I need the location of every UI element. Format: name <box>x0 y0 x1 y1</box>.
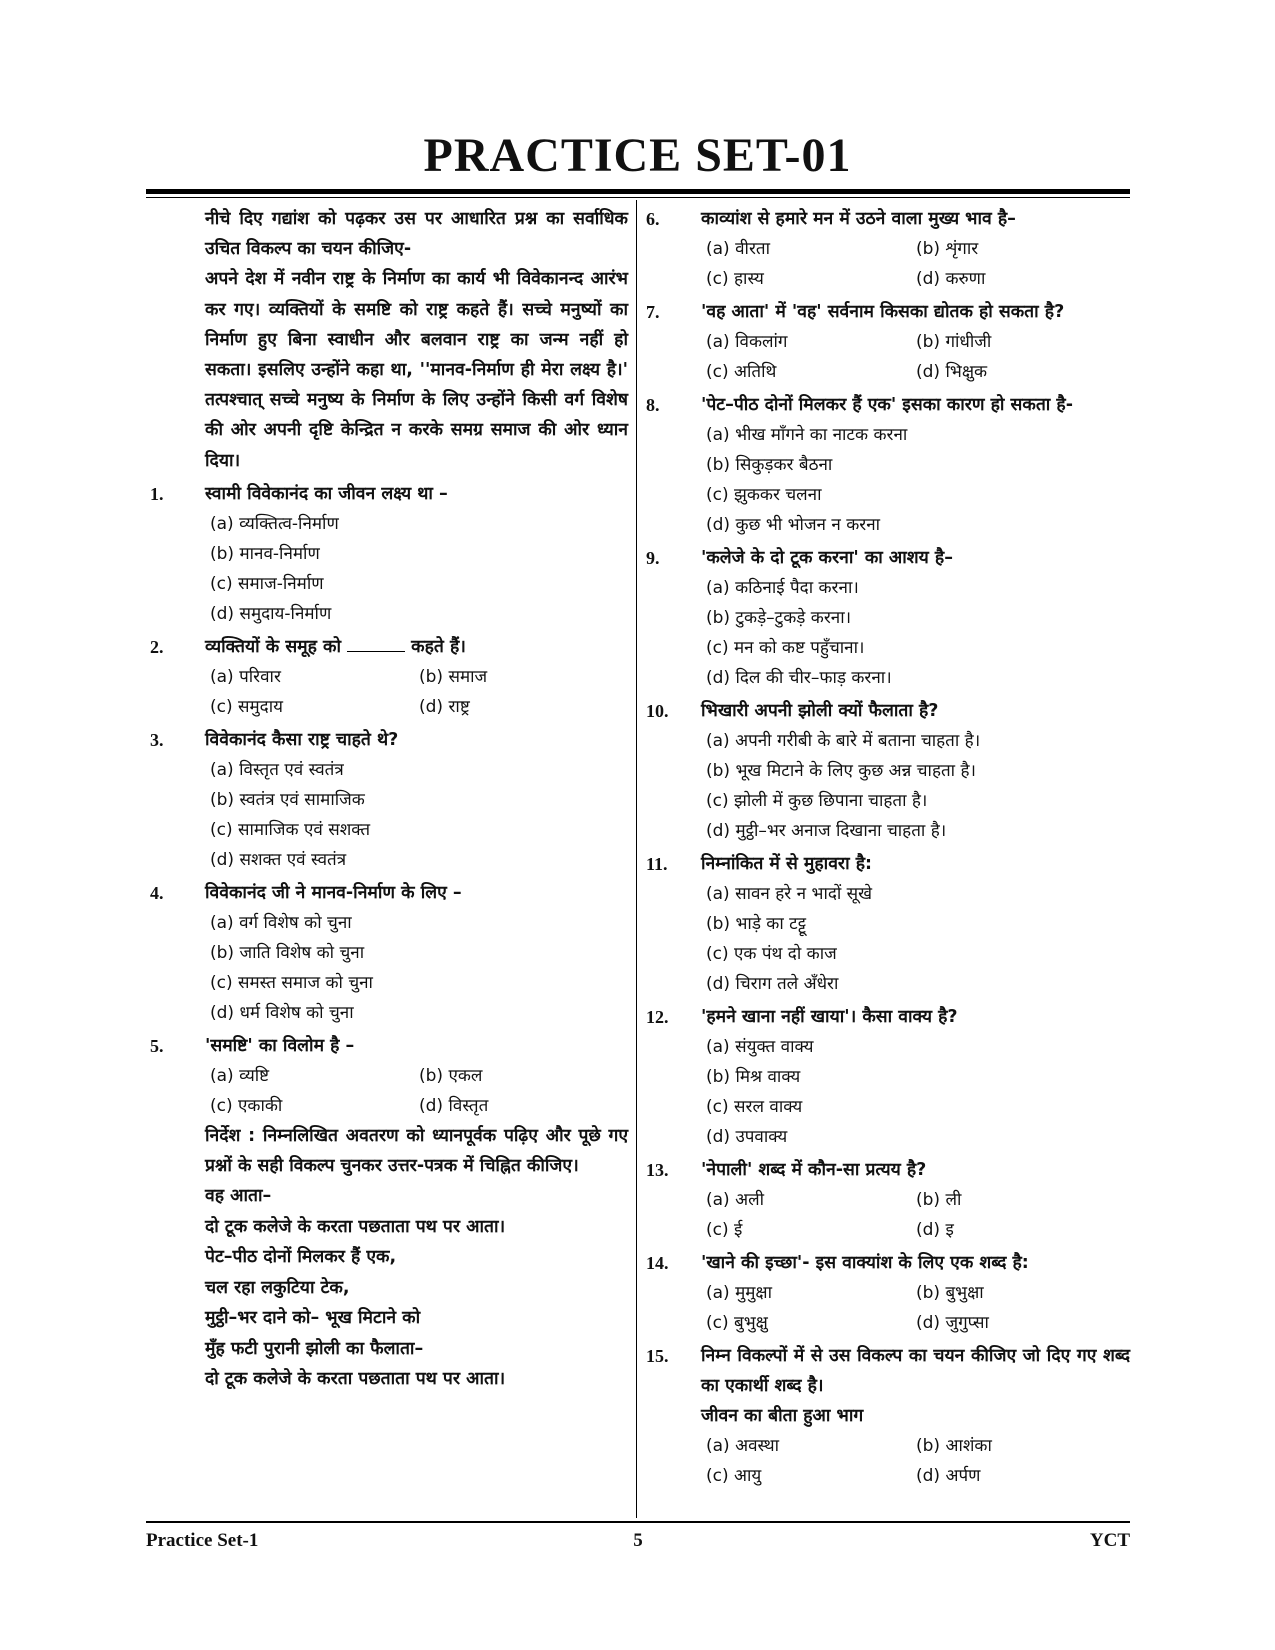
poem-line: पेट–पीठ दोनों मिलकर हैं एक, <box>205 1247 397 1268</box>
option-c: (c) एकाकी <box>210 1095 283 1116</box>
poem <box>205 1181 628 1395</box>
poem-line: चल रहा लकुटिया टेक, <box>205 1277 350 1298</box>
question-number: 11. <box>646 854 668 874</box>
option-d: (d) राष्ट्र <box>419 696 470 717</box>
option-b: (b) भाड़े का टट्टू <box>706 914 807 934</box>
option-a: (a) अली <box>706 1190 765 1210</box>
option-c: (c) सरल वाक्य <box>706 1097 803 1117</box>
option-a: (a) परिवार <box>210 666 281 687</box>
option-a: (a) भीख माँगने का नाटक करना <box>706 425 908 445</box>
option-c: (c) झोली में कुछ छिपाना चाहता है। <box>706 791 928 811</box>
question-text: विवेकानंद कैसा राष्ट्र चाहते थे? <box>205 729 399 750</box>
question-text-part-2: कहते हैं। <box>411 636 466 657</box>
option-c: (c) समस्त समाज को चुना <box>210 972 373 993</box>
question-text: विवेकानंद जी ने मानव-निर्माण के लिए – <box>205 882 462 903</box>
question-text: 'खाने की इच्छा'- इस वाक्यांश के लिए एक शब्द है: <box>701 1253 1029 1273</box>
question-text <box>205 632 628 662</box>
question-text-part-1: व्यक्तियों के समूह को <box>205 636 341 657</box>
option-d: (d) अर्पण <box>916 1466 981 1486</box>
option-c: (c) बुभुक्षु <box>706 1313 768 1333</box>
question-11 <box>646 849 1130 999</box>
question-text: भिखारी अपनी झोली क्यों फैलाता है? <box>701 701 939 721</box>
footer-right: YCT <box>1089 1530 1130 1551</box>
question-number: 4. <box>150 882 164 903</box>
option-b: (b) बुभुक्षा <box>916 1283 984 1303</box>
page-number: 5 <box>633 1530 643 1551</box>
option-d: (d) जुगुप्सा <box>916 1313 989 1333</box>
option-a: (a) संयुक्त वाक्य <box>706 1037 814 1057</box>
option-b: (b) भूख मिटाने के लिए कुछ अन्न चाहता है। <box>706 761 976 781</box>
option-d: (d) भिक्षुक <box>916 362 988 382</box>
column-divider <box>636 200 637 1518</box>
option-b: (b) एकल <box>419 1065 483 1086</box>
option-b: (b) स्वतंत्र एवं सामाजिक <box>210 789 365 810</box>
question-text: निम्नांकित में से मुहावरा है: <box>701 854 873 874</box>
option-c: (c) समाज-निर्माण <box>210 573 324 594</box>
fill-blank <box>347 637 405 652</box>
question-text: 'पेट–पीठ दोनों मिलकर हैं एक' इसका कारण हो सकता है- <box>701 395 1073 415</box>
question-8 <box>646 390 1130 540</box>
passage-intro: नीचे दिए गद्यांश को पढ़कर उस पर आधारित प्रश्न का सर्वाधिक उचित विकल्प का चयन कीजिए- <box>205 209 628 260</box>
option-c: (c) सामाजिक एवं सशक्त <box>210 819 371 840</box>
option-d: (d) सशक्त एवं स्वतंत्र <box>210 849 347 870</box>
option-a: (a) वर्ग विशेष को चुना <box>210 912 352 933</box>
question-number: 1. <box>150 483 164 504</box>
question-number: 10. <box>646 701 669 721</box>
option-c: (c) आयु <box>706 1466 762 1486</box>
left-column <box>150 204 628 1395</box>
right-column <box>646 204 1130 1491</box>
option-d: (d) दिल की चीर–फाड़ करना। <box>706 668 892 688</box>
direction-text: निर्देश : निम्नलिखित अवतरण को ध्यानपूर्वक पढ़िए और पूछे गए प्रश्नों के सही विकल्प चुनकर उत्तर-पत्रक में चिह्नित कीजिए। <box>205 1125 628 1177</box>
question-number: 7. <box>646 302 660 322</box>
option-d: (d) इ <box>916 1220 954 1240</box>
option-c: (c) मन को कष्ट पहुँचाना। <box>706 638 865 658</box>
option-c: (c) ई <box>706 1220 743 1240</box>
poem-line: मुट्ठी–भर दाने को– भूख मिटाने को <box>205 1308 421 1329</box>
footer <box>146 1530 1130 1556</box>
option-a: (a) व्यक्तित्व-निर्माण <box>210 513 339 534</box>
option-d: (d) समुदाय-निर्माण <box>210 603 332 624</box>
question-number: 13. <box>646 1160 669 1180</box>
option-c: (c) हास्य <box>706 269 764 289</box>
question-4 <box>150 878 628 1028</box>
footer-left: Practice Set-1 <box>146 1530 259 1551</box>
question-number: 14. <box>646 1253 669 1273</box>
question-number: 3. <box>150 729 164 750</box>
option-a: (a) मुमुक्षा <box>706 1283 773 1303</box>
footer-rule <box>146 1521 1130 1523</box>
question-number: 8. <box>646 395 660 415</box>
question-15 <box>646 1341 1130 1491</box>
option-b: (b) जाति विशेष को चुना <box>210 942 365 963</box>
question-number: 15. <box>646 1346 669 1366</box>
question-text: स्वामी विवेकानंद का जीवन लक्ष्य था – <box>205 483 448 504</box>
poem-line: मुँह फटी पुरानी झोली का फैलाता– <box>205 1338 424 1359</box>
question-13 <box>646 1155 1130 1245</box>
question-9 <box>646 543 1130 693</box>
option-c: (c) झुककर चलना <box>706 485 822 505</box>
option-b: (b) शृंगार <box>916 239 979 259</box>
poem-line: दो टूक कलेजे के करता पछताता पथ पर आता। <box>205 1216 506 1237</box>
question-number: 2. <box>150 636 164 657</box>
option-c: (c) समुदाय <box>210 696 283 717</box>
option-d: (d) कुछ भी भोजन न करना <box>706 515 881 535</box>
option-d: (d) उपवाक्य <box>706 1127 788 1147</box>
option-b: (b) मानव-निर्माण <box>210 543 320 564</box>
question-5 <box>150 1031 628 1121</box>
question-10 <box>646 696 1130 846</box>
option-d: (d) विस्तृत <box>419 1095 489 1116</box>
question-text: 'हमने खाना नहीं खाया'। कैसा वाक्य है? <box>701 1007 958 1027</box>
option-b: (b) सिकुड़कर बैठना <box>706 455 833 475</box>
title-rule-thick <box>146 189 1130 194</box>
poem-line: दो टूक कलेजे के करता पछताता पथ पर आता। <box>205 1369 506 1390</box>
question-number: 9. <box>646 548 660 568</box>
question-text: 'वह आता' में 'वह' सर्वनाम किसका द्योतक हो सकता है? <box>701 302 1065 322</box>
option-b: (b) गांधीजी <box>916 332 992 352</box>
option-a: (a) विस्तृत एवं स्वतंत्र <box>210 759 344 780</box>
option-d: (d) मुट्ठी–भर अनाज दिखाना चाहता है। <box>706 821 947 841</box>
question-6 <box>646 204 1130 294</box>
option-b: (b) टुकड़े–टुकड़े करना। <box>706 608 852 628</box>
question-number: 12. <box>646 1007 669 1027</box>
question-number: 5. <box>150 1035 164 1056</box>
option-d: (d) धर्म विशेष को चुना <box>210 1002 354 1023</box>
option-a: (a) सावन हरे न भादों सूखे <box>706 884 873 904</box>
option-b: (b) ली <box>916 1190 962 1210</box>
question-2 <box>150 632 628 722</box>
question-text: निम्न विकल्पों में से उस विकल्प का चयन कीजिए जो दिए गए शब्द का एकार्थी शब्द है। <box>701 1346 1130 1396</box>
option-c: (c) अतिथि <box>706 362 777 382</box>
page-title: PRACTICE SET-01 <box>423 129 852 182</box>
option-a: (a) अवस्था <box>706 1436 780 1456</box>
option-d: (d) चिराग तले अँधेरा <box>706 974 839 994</box>
question-7 <box>646 297 1130 387</box>
option-b: (b) आशंका <box>916 1436 992 1456</box>
option-b: (b) मिश्र वाक्य <box>706 1067 801 1087</box>
option-a: (a) वीरता <box>706 239 770 259</box>
title-rule-thin <box>146 197 1130 198</box>
question-14 <box>646 1248 1130 1338</box>
question-number: 6. <box>646 209 660 229</box>
question-text: 'कलेजे के दो टूक करना' का आशय है– <box>701 548 953 568</box>
option-d: (d) करुणा <box>916 269 986 289</box>
option-c: (c) एक पंथ दो काज <box>706 944 837 964</box>
question-text: 'नेपाली' शब्द में कौन-सा प्रत्यय है? <box>701 1160 927 1180</box>
question-prompt: जीवन का बीता हुआ भाग <box>701 1406 864 1426</box>
question-1 <box>150 479 628 629</box>
option-a: (a) विकलांग <box>706 332 788 352</box>
option-a: (a) अपनी गरीबी के बारे में बताना चाहता है। <box>706 731 981 751</box>
question-text: काव्यांश से हमारे मन में उठने वाला मुख्य भाव है– <box>701 209 1016 229</box>
poem-line: वह आता– <box>205 1186 272 1207</box>
question-3 <box>150 725 628 875</box>
option-a: (a) व्यष्टि <box>210 1065 270 1086</box>
question-12 <box>646 1002 1130 1152</box>
option-b: (b) समाज <box>419 666 488 687</box>
passage: अपने देश में नवीन राष्ट्र के निर्माण का कार्य भी विवेकानन्द आरंभ कर गए। व्यक्तियों के समष्टि को राष्ट्र कहते हैं। सच्चे मनुष्यों का निर्माण हुए बिना स्वाधीन और बलवान राष्ट्र का जन्म नहीं हो सकता। इसलिए उन्होंने कहा था, ''मानव-निर्माण ही मेरा लक्ष्य है।' तत्पश्चात् सच्चे मनुष्य के निर्माण के लिए उन्होंने किसी वर्ग विशेष की ओर अपनी दृष्टि केन्द्रित न करके समग्र समाज की ओर ध्यान दिया। <box>205 269 628 471</box>
question-text: 'समष्टि' का विलोम है – <box>205 1035 355 1056</box>
option-a: (a) कठिनाई पैदा करना। <box>706 578 859 598</box>
